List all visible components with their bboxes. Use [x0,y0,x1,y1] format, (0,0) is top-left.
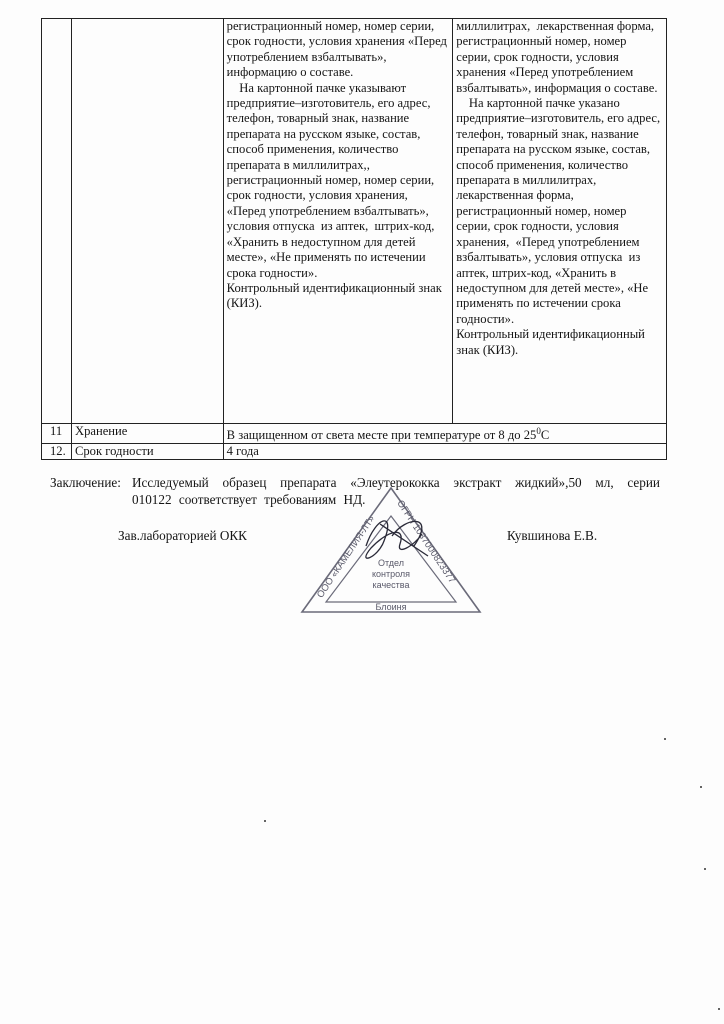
stamp-outer-triangle [302,488,480,612]
conclusion-line-1: Исследуемый образец препарата «Элеутерококка экстракт жидкий»,50 мл, серии [132,475,660,490]
unit-text: С [540,428,550,443]
specification-table [41,18,667,460]
parameter-value: 4 года [223,444,666,460]
signatory-position: Зав.лабораторией ОКК [118,528,247,543]
scan-speck [718,1008,720,1010]
table-row [42,19,667,424]
result-text: миллилитрах, лекарственная форма, регистрационный номер, номер серии, срок годности, условия хранения «Перед употреблением взбалтывать», информация о составе. На картонной пачке указано предприятие–изготовитель, его адрес, телефон, товарный знак, название препарата на русском языке, состав, способ применения, количество препарата в миллилитрах, лекарственная форма, регистрационный номер, номер серии, срок годности, условия хранения, «Перед употреблением взбалтывать», условия отпуска из аптек, штрих-код, «Хранить в недоступном для детей месте», «Не применять по истечении срока годности». Контрольный идентификационный знак (КИЗ). [453,19,667,424]
degree-sup: 0 [536,426,541,436]
scan-speck [264,820,266,822]
parameter-name: Срок годности [71,444,223,460]
requirement-text: регистрационный номер, номер серии, срок годности, условия хранения «Перед употреблением взбалтывать», информацию о составе. На картонной пачке указывают предприятие–изготовитель, его адрес, телефон, товарный знак, название препарата на русском языке, состав, способ применения, количество препарата в миллилитрах,, регистрационный номер, номер серии, срок годности, условия хранения, «Перед употреблением взбалтывать», условия отпуска из аптек, штрих-код, «Хранить в недоступном для детей месте», «Не применять по истечении срока годности». Контрольный идентификационный знак (КИЗ). [223,19,453,424]
row-number: 11 [42,424,72,444]
parameter-name: Хранение [71,424,223,444]
stamp-inner-line-2: контроля [371,569,411,579]
stamp-right-text: ОГРН 1037000823377 [394,498,458,586]
stamp-inner-line-1: Отдел [377,558,405,568]
scan-speck [704,868,706,870]
parameter-value [223,424,666,444]
triangle-stamp [296,486,486,616]
conclusion-line-2: 010122 соответствует требованиям НД. [132,492,366,507]
value-text: В защищенном от света месте при температуре от 8 до 25 [226,428,537,443]
stamp-inner-line-3: качества [372,580,410,590]
stamp-bottom-text: Блоиня [375,602,407,612]
scan-speck [700,786,702,788]
table-row [42,444,667,460]
parameter-name [71,19,223,424]
scan-speck [664,738,666,740]
signatory-name: Кувшинова Е.В. [507,528,598,543]
row-number: 12. [42,444,72,460]
conclusion-label: Заключение: [50,475,121,490]
table-row [42,424,667,444]
row-number [42,19,72,424]
stamp-left-text: ООО «КАМЕЛИЯ-ЛТ» [314,513,378,601]
